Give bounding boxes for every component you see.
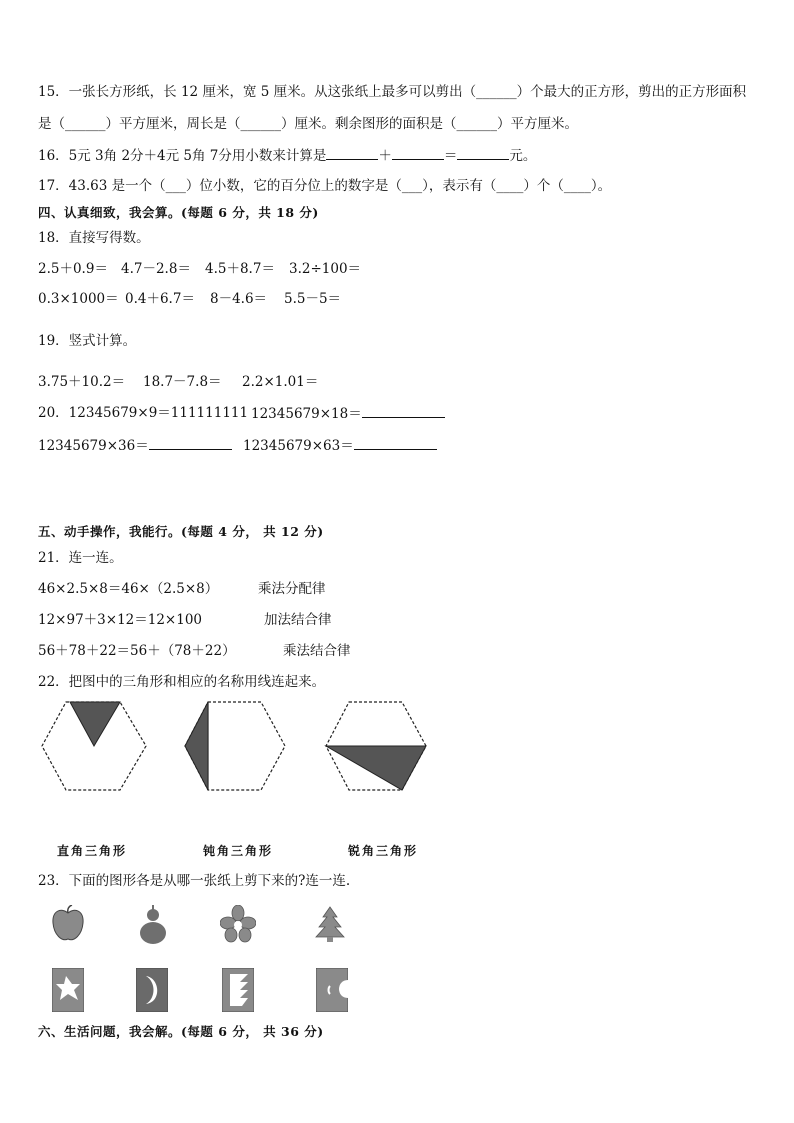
paper-sheet-icon-2[interactable] [136, 968, 168, 1012]
q16-eq: ＝ [443, 148, 458, 164]
q16-blank-3[interactable] [457, 146, 509, 160]
right-triangle-shape [70, 702, 120, 746]
q20-expr-18: 12345679×18＝ [251, 406, 362, 422]
q20-blank-18[interactable] [362, 404, 445, 418]
q22-label-acute[interactable]: 锐角三角形 [348, 844, 419, 858]
q17-line: 17．43.63 是一个（___）位小数，它的百分位上的数字是（___），表示有（____）个（____）。 [38, 178, 612, 194]
q23-title: 23．下面的图形各是从哪一张纸上剪下来的?连一连. [38, 873, 351, 889]
q21-title: 21．连一连。 [38, 550, 123, 566]
q19-item: 18.7－7.8＝ [143, 374, 222, 390]
q16-blank-1[interactable] [326, 146, 378, 160]
hexagon-figure-2[interactable] [183, 700, 289, 792]
q18-item: 2.5＋0.9＝ [38, 261, 108, 277]
q18-item: 4.7－2.8＝ [121, 261, 191, 277]
q16-blank-2[interactable] [392, 146, 444, 160]
q21-left-item[interactable]: 12×97＋3×12＝12×100 [38, 612, 203, 628]
q20-line2-a [38, 436, 232, 455]
q21-right-item[interactable]: 乘法分配律 [258, 581, 326, 597]
flower-icon[interactable] [220, 905, 256, 943]
hexagon-figure-3[interactable] [324, 700, 430, 792]
q21-left-item[interactable]: 56＋78＋22＝56＋（78＋22） [38, 643, 236, 659]
q16-plus: ＋ [378, 148, 392, 164]
section-4-heading: 四、认真细致，我会算。(每题 6 分，共 18 分) [38, 205, 319, 220]
paper-sheet-icon-4[interactable] [316, 968, 348, 1012]
q20-line1-a: 20．12345679×9＝111111111 [38, 405, 249, 421]
q18-item: 5.5－5＝ [284, 291, 342, 307]
q21-right-item[interactable]: 乘法结合律 [283, 643, 351, 659]
paper-sheet-icon-1[interactable] [52, 968, 84, 1012]
q22-label-right[interactable]: 直角三角形 [57, 844, 128, 858]
apple-icon[interactable] [51, 905, 85, 943]
q18-item: 0.4＋6.7＝ [125, 291, 195, 307]
paper-sheet-icon-3[interactable] [222, 968, 254, 1012]
q18-item: 3.2÷100＝ [289, 261, 362, 277]
q15-line1: 15．一张长方形纸，长 12 厘米，宽 5 厘米。从这张纸上最多可以剪出（______）个最大的正方形，剪出的正方形面积 [38, 84, 747, 100]
q16-suffix: 元。 [509, 148, 537, 164]
q21-right-item[interactable]: 加法结合律 [264, 612, 332, 628]
section-5-heading: 五、动手操作，我能行。(每题 4 分， 共 12 分) [38, 524, 324, 539]
q18-item: 4.5＋8.7＝ [205, 261, 275, 277]
gourd-icon[interactable] [137, 905, 169, 945]
q22-label-obtuse[interactable]: 钝角三角形 [203, 844, 274, 858]
q20-expr-63: 12345679×63＝ [243, 438, 354, 454]
q19-item: 3.75＋10.2＝ [38, 374, 126, 390]
q20-expr-36: 12345679×36＝ [38, 438, 149, 454]
acute-triangle-shape [326, 746, 426, 790]
section-6-heading: 六、生活问题，我会解。(每题 6 分， 共 36 分) [38, 1024, 324, 1039]
q19-item: 2.2×1.01＝ [242, 374, 319, 390]
q18-item: 8－4.6＝ [210, 291, 268, 307]
q20-line1-b [251, 404, 445, 423]
q20-blank-63[interactable] [354, 436, 437, 450]
q20-blank-36[interactable] [149, 436, 232, 450]
q22-title: 22．把图中的三角形和相应的名称用线连起来。 [38, 674, 326, 690]
q16-prefix: 16．5元 3角 2分＋4元 5角 7分用小数来计算是 [38, 148, 327, 164]
q21-left-item[interactable]: 46×2.5×8＝46×（2.5×8） [38, 581, 219, 597]
hexagon-figure-1[interactable] [40, 700, 150, 792]
obtuse-triangle-shape [185, 702, 208, 790]
q16-line [38, 146, 536, 165]
q15-line2: 是（______）平方厘米，周长是（______）厘米。剩余图形的面积是（______）平方厘米。 [38, 116, 578, 132]
q18-title: 18．直接写得数。 [38, 230, 150, 246]
tree-icon[interactable] [313, 905, 347, 943]
q20-line2-b [243, 436, 437, 455]
q19-title: 19．竖式计算。 [38, 333, 137, 349]
q18-item: 0.3×1000＝ [38, 291, 119, 307]
